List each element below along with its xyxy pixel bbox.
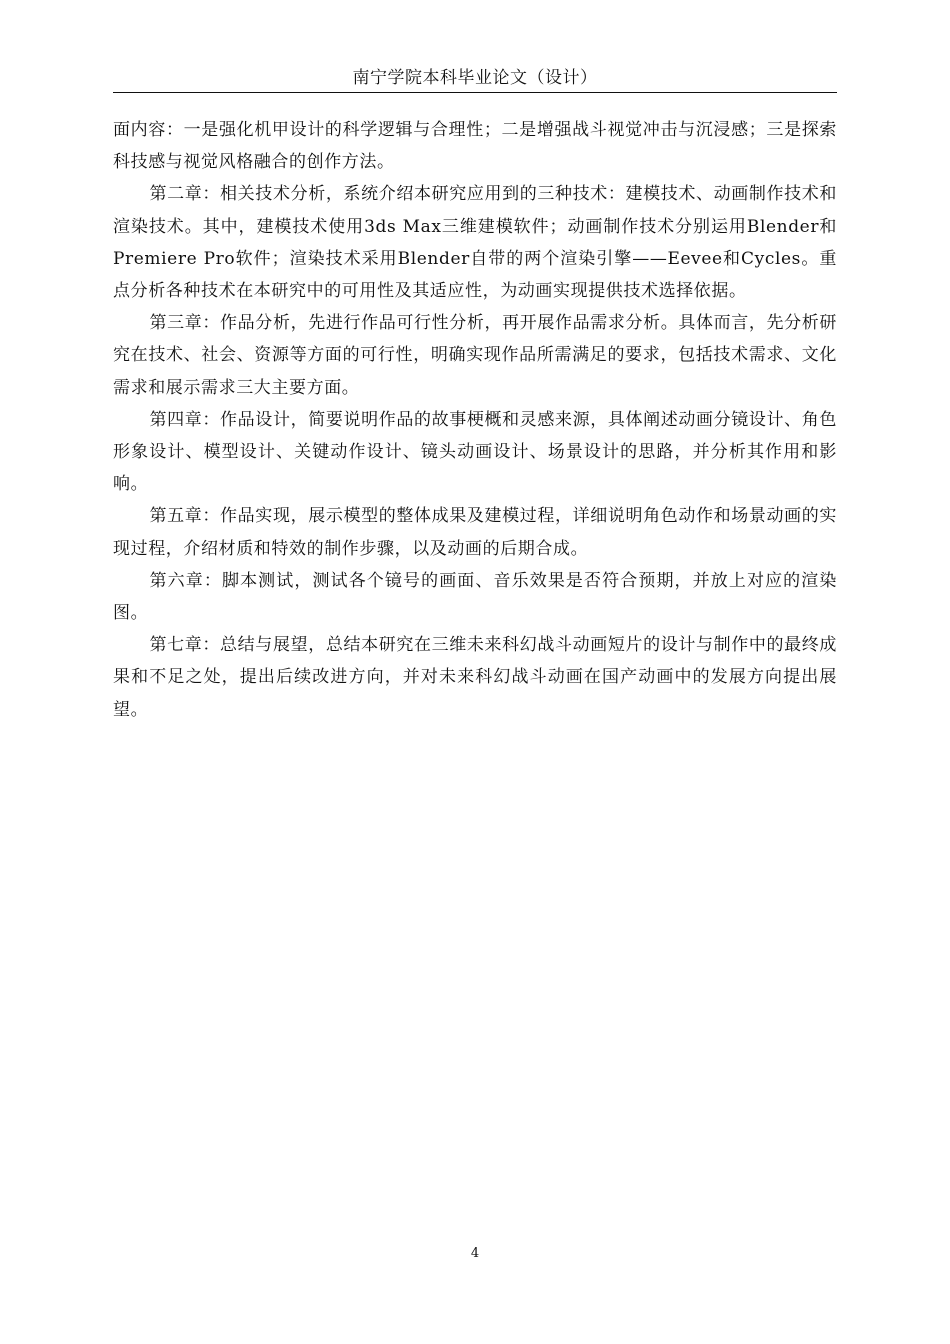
paragraph-chapter-3: 第三章：作品分析，先进行作品可行性分析，再开展作品需求分析。具体而言，先分析研究在技术、社会、资源等方面的可行性，明确实现作品所需满足的要求，包括技术需求、文化需求和展示需求三大主要方面。: [113, 313, 837, 398]
body-text: [113, 114, 837, 726]
paragraph-chapter-2: 第二章：相关技术分析，系统介绍本研究应用到的三种技术：建模技术、动画制作技术和渲染技术。其中，建模技术使用3ds Max三维建模软件；动画制作技术分别运用Blender和Premiere Pro软件；渲染技术采用Blender自带的两个渲染引擎——Eevee和Cycles。重点分析各种技术在本研究中的可用性及其适应性，为动画实现提供技术选择依据。: [113, 184, 837, 302]
header-divider: [113, 92, 837, 93]
paragraph-chapter-4: 第四章：作品设计，简要说明作品的故事梗概和灵感来源，具体阐述动画分镜设计、角色形象设计、模型设计、关键动作设计、镜头动画设计、场景设计的思路，并分析其作用和影响。: [113, 409, 837, 495]
paragraph-chapter-6: 第六章：脚本测试，测试各个镜号的画面、音乐效果是否符合预期，并放上对应的渲染图。: [113, 570, 837, 624]
page-header-title: 南宁学院本科毕业论文（设计）: [352, 68, 598, 88]
paragraph-chapter-7: 第七章：总结与展望，总结本研究在三维未来科幻战斗动画短片的设计与制作中的最终成果和不足之处，提出后续改进方向，并对未来科幻战斗动画在国产动画中的发展方向提出展望。: [113, 635, 837, 720]
page-number: 4: [470, 1246, 480, 1261]
paragraph-continuation: 面内容：一是强化机甲设计的科学逻辑与合理性；二是增强战斗视觉冲击与沉浸感；三是探索科技感与视觉风格融合的创作方法。: [113, 120, 837, 173]
paragraph-chapter-5: 第五章：作品实现，展示模型的整体成果及建模过程，详细说明角色动作和场景动画的实现过程，介绍材质和特效的制作步骤，以及动画的后期合成。: [113, 506, 837, 559]
